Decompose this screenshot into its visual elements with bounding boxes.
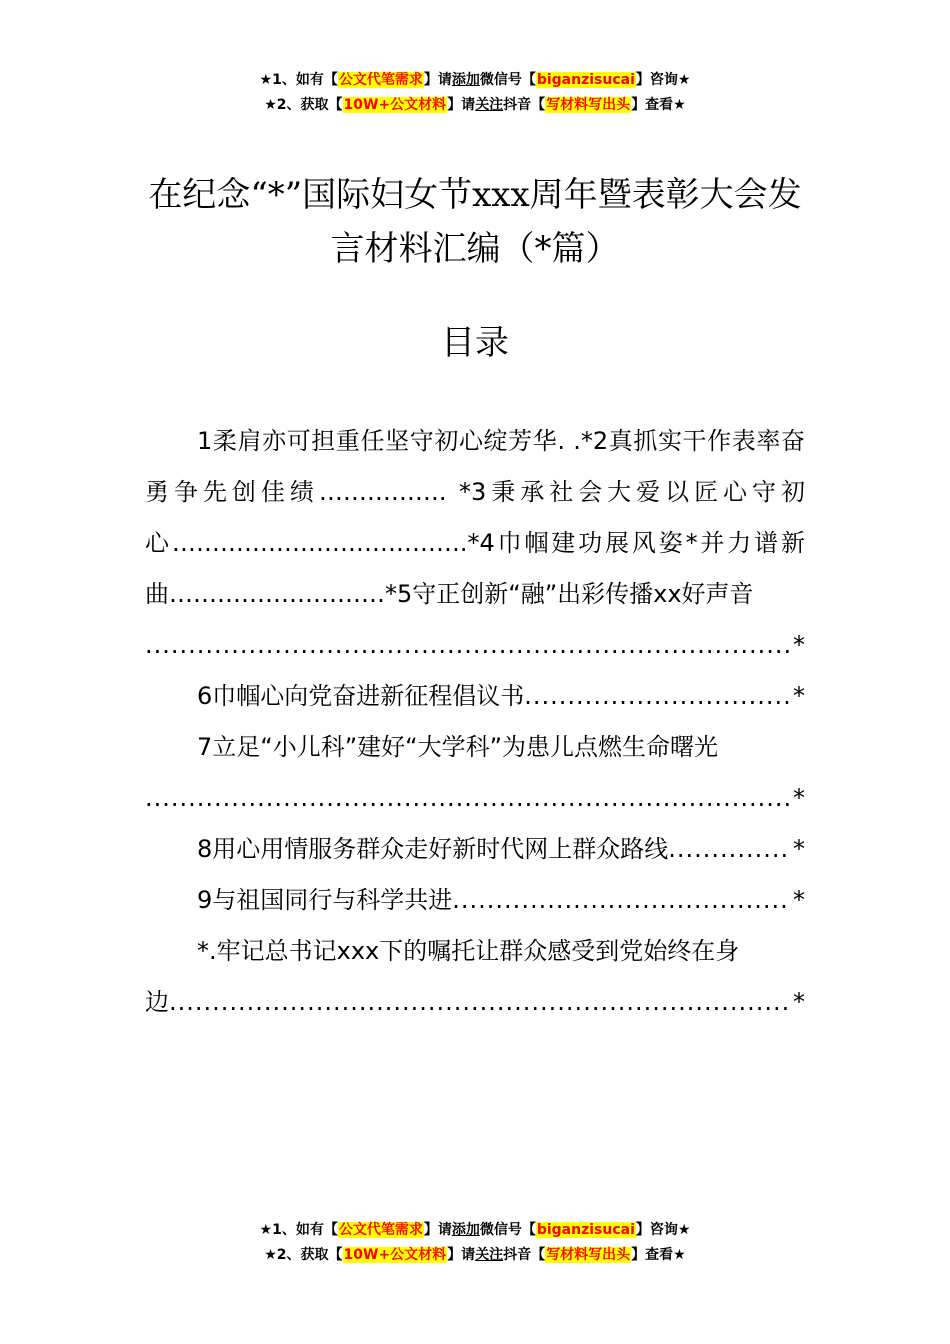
highlight-wechat-id: biganzisucai [536,1222,635,1238]
toc-items-1-5: 1柔肩亦可担重任坚守初心绽芳华. .*2真抓实干作表率奋勇争先创佳绩……………. *3秉承社会大爱以匠心守初心……………………………….*4巾帼建功展风姿*并力谱新曲………………………*5守正创新“融”出彩传播xx好声音 [145,427,805,608]
promo-line-2: ★2、获取【10W+公文材料】请关注抖音【写材料写出头】查看★ [264,97,686,113]
promo-banner-bottom [0,1218,950,1268]
dot-leader [145,773,791,824]
toc-item-7[interactable]: 7立足“小儿科”建好“大学科”为患儿点燃生命曙光 [197,733,719,761]
highlight-materials: 10W+公文材料 [343,97,447,113]
dot-leader [452,875,791,926]
promo-line-2: ★2、获取【10W+公文材料】请关注抖音【写材料写出头】查看★ [264,1247,686,1263]
toc-item-8[interactable]: 8用心用情服务群众走好新时代网上群众路线 ..... * [145,824,805,875]
dot-leader [145,620,791,671]
highlight-writing-service: 公文代笔需求 [338,72,423,88]
document-title: 在纪念“*”国际妇女节xxx周年暨表彰大会发言材料汇编（*篇） [148,175,802,269]
toc-item-7-leader: ..... * [145,773,805,824]
highlight-douyin-account: 写材料写出头 [546,97,631,113]
toc-item-9[interactable]: 9与祖国同行与科学共进 ..... * [145,875,805,926]
highlight-writing-service: 公文代笔需求 [338,1222,423,1238]
toc-item-10[interactable]: *.牢记总书记xxx下的嘱托让群众感受到党始终在身 [197,937,740,965]
dot-leader [169,977,791,1028]
toc-item-5-leader: ..... * [145,620,805,671]
promo-line-1: ★1、如有【公文代笔需求】请添加微信号【biganzisucai】咨询★ [259,72,691,88]
toc-item-10-leader: 边 ..... * [145,977,805,1028]
highlight-materials: 10W+公文材料 [343,1247,447,1263]
promo-banner-top [0,68,950,118]
toc-heading: 目录 [441,323,509,363]
highlight-wechat-id: biganzisucai [536,72,635,88]
promo-line-1: ★1、如有【公文代笔需求】请添加微信号【biganzisucai】咨询★ [259,1222,691,1238]
toc-item-6[interactable]: 6巾帼心向党奋进新征程倡议书 ..... * [145,671,805,722]
highlight-douyin-account: 写材料写出头 [546,1247,631,1263]
dot-leader [524,671,791,722]
dot-leader [668,824,791,875]
table-of-contents [145,416,805,1028]
